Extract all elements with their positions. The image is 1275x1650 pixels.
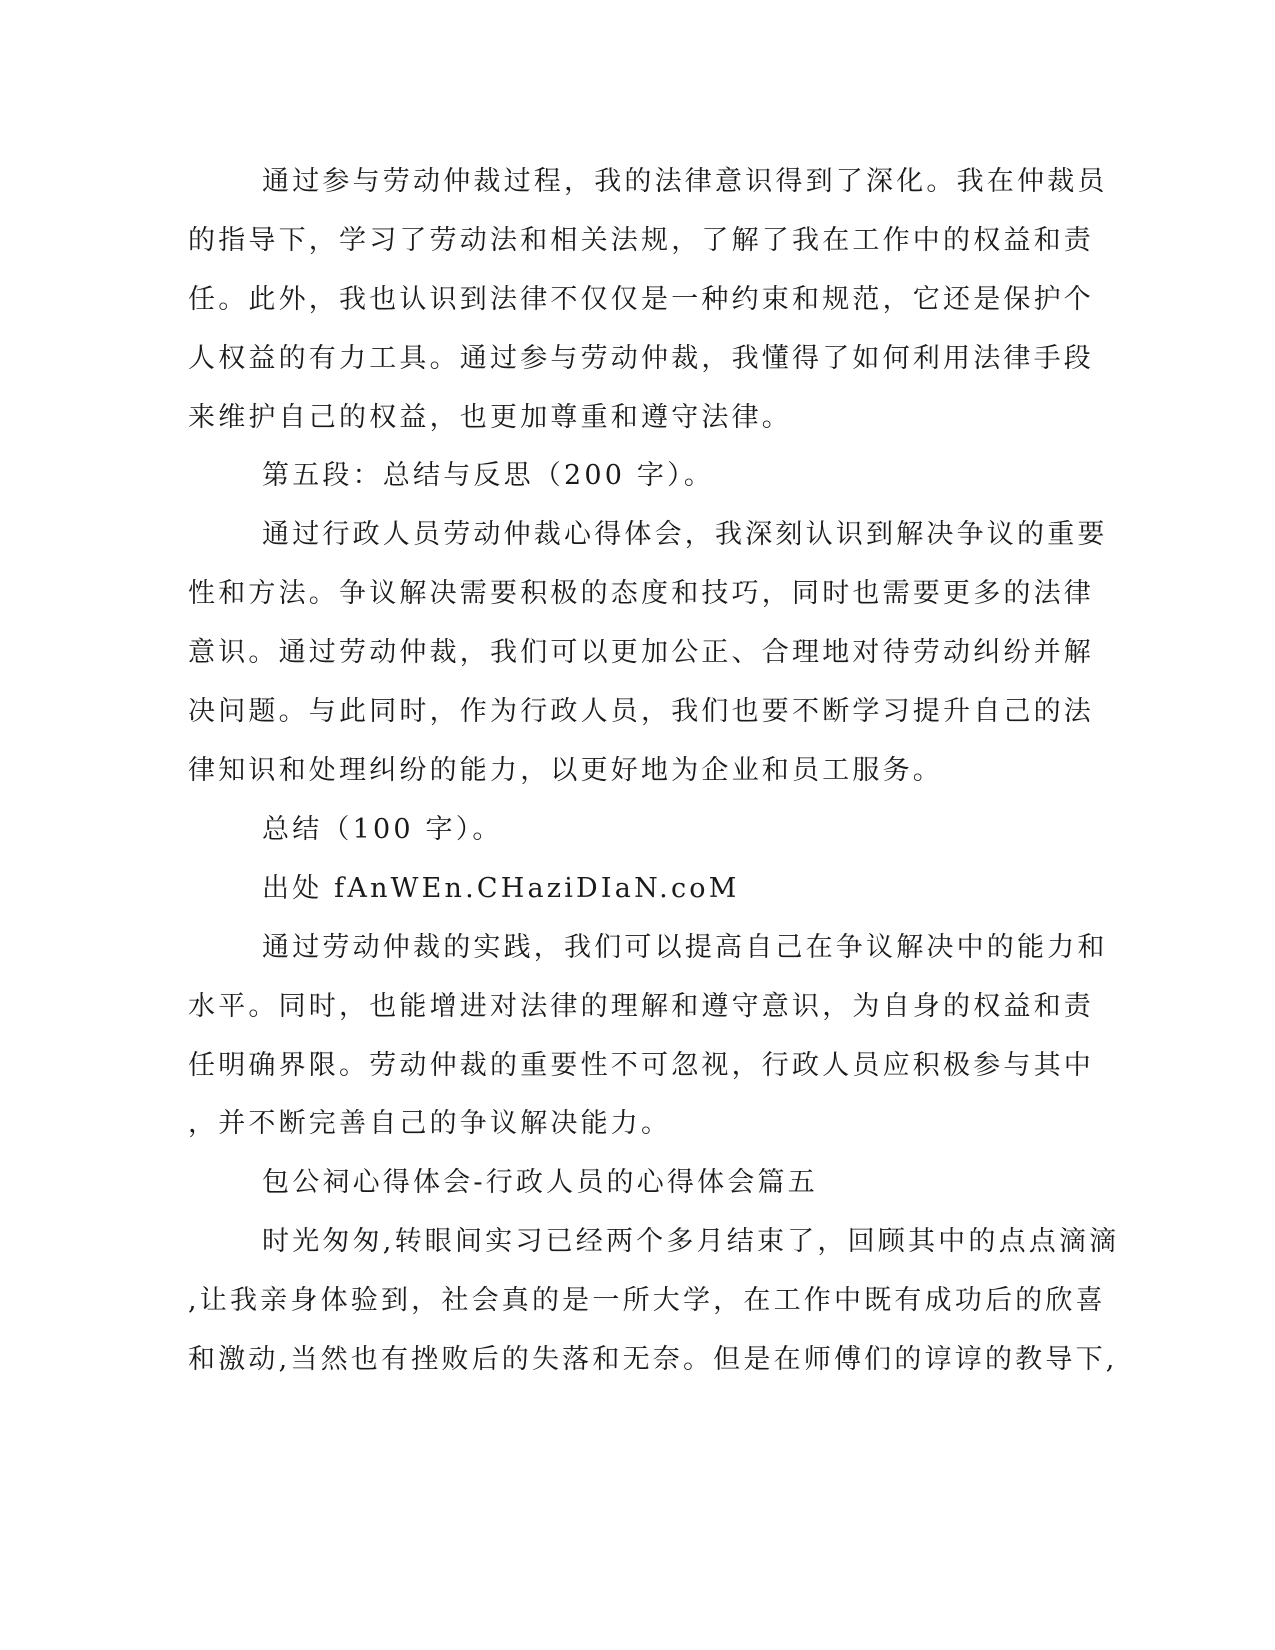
paragraph-line: 水平。同时，也能增进对法律的理解和遵守意识，为自身的权益和责 xyxy=(188,991,1094,1022)
paragraph-line: 意识。通过劳动仲裁，我们可以更加公正、合理地对待劳动纠纷并解 xyxy=(188,637,1094,668)
paragraph-line: 决问题。与此同时，作为行政人员，我们也要不断学习提升自己的法 xyxy=(188,696,1094,727)
paragraph-line: 通过行政人员劳动仲裁心得体会，我深刻认识到解决争议的重要 xyxy=(262,519,1108,550)
paragraph-line: 人权益的有力工具。通过参与劳动仲裁，我懂得了如何利用法律手段 xyxy=(188,343,1094,374)
source-line: 出处 fAnWEn.CHaziDIaN.coM xyxy=(262,873,740,904)
paragraph-line: 律知识和处理纠纷的能力，以更好地为企业和员工服务。 xyxy=(188,755,943,786)
paragraph-line: 来维护自己的权益，也更加尊重和遵守法律。 xyxy=(188,402,792,433)
article-title: 包公祠心得体会-行政人员的心得体会篇五 xyxy=(262,1167,818,1198)
paragraph-line: 通过劳动仲裁的实践，我们可以提高自己在争议解决中的能力和 xyxy=(262,932,1108,963)
paragraph-line: 时光匆匆,转眼间实习已经两个多月结束了，回顾其中的点点滴滴 xyxy=(262,1226,1120,1257)
paragraph-line: ,让我亲身体验到，社会真的是一所大学，在工作中既有成功后的欣喜 xyxy=(188,1285,1106,1316)
paragraph-line: 性和方法。争议解决需要积极的态度和技巧，同时也需要更多的法律 xyxy=(188,578,1094,609)
paragraph-line: ，并不断完善自己的争议解决能力。 xyxy=(188,1108,672,1139)
paragraph-line: 任明确界限。劳动仲裁的重要性不可忽视，行政人员应积极参与其中 xyxy=(188,1050,1094,1081)
section-heading: 第五段：总结与反思（200 字）。 xyxy=(262,460,715,491)
paragraph-line: 和激动,当然也有挫败后的失落和无奈。但是在师傅们的谆谆的教导下, xyxy=(188,1344,1118,1375)
paragraph-line: 通过参与劳动仲裁过程，我的法律意识得到了深化。我在仲裁员 xyxy=(262,166,1108,197)
section-heading: 总结（100 字）。 xyxy=(262,814,503,845)
paragraph-line: 任。此外，我也认识到法律不仅仅是一种约束和规范，它还是保护个 xyxy=(188,284,1094,315)
paragraph-line: 的指导下，学习了劳动法和相关法规，了解了我在工作中的权益和责 xyxy=(188,225,1094,256)
